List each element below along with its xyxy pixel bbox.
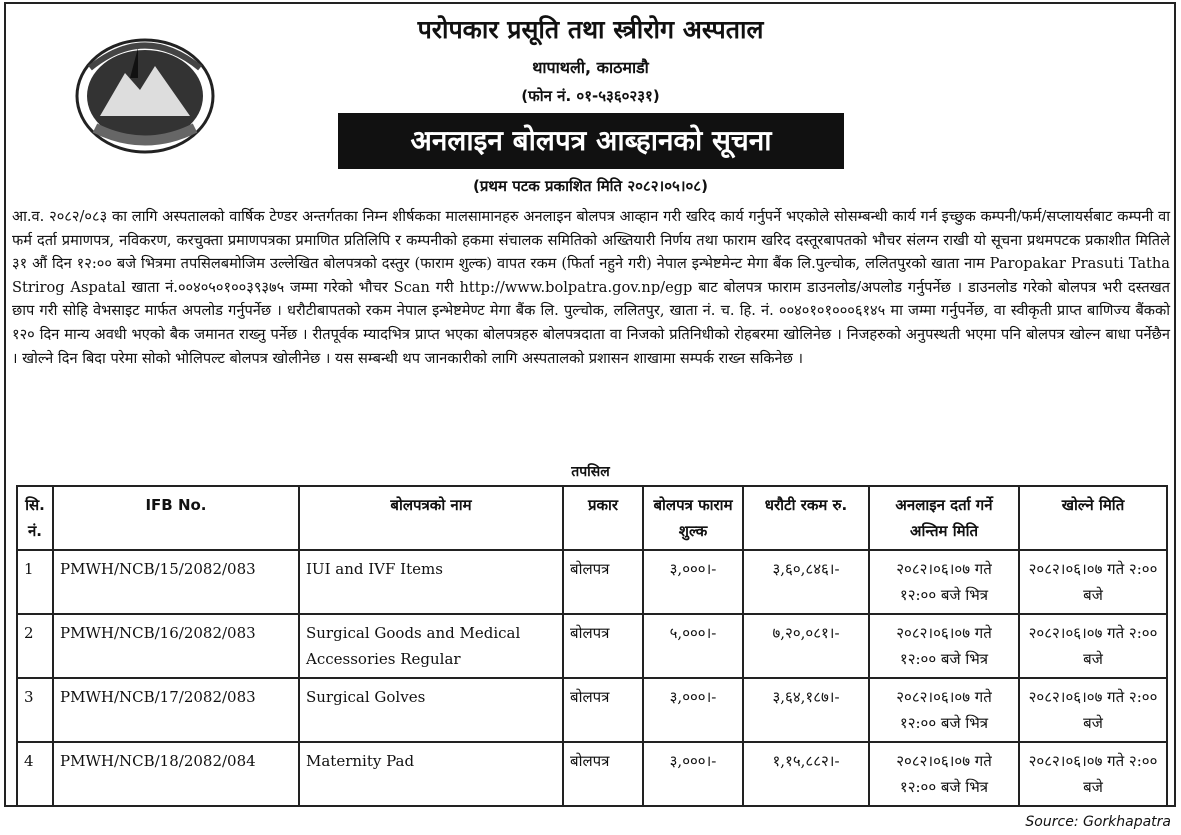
cell-fee: ३,०००।-: [643, 742, 743, 806]
notice-title: अनलाइन बोलपत्र आब्हानको सूचना: [338, 113, 844, 169]
cell-sn: 2: [17, 614, 53, 678]
cell-opening: २०८२।०६।०७ गते २:०० बजे: [1019, 742, 1167, 806]
col-ifb: IFB No.: [53, 486, 299, 550]
cell-type: बोलपत्र: [563, 550, 643, 614]
source-credit: Source: Gorkhapatra: [1025, 814, 1171, 830]
cell-opening: २०८२।०६।०७ गते २:०० बजे: [1019, 614, 1167, 678]
cell-deposit: १,१५,८८२।-: [743, 742, 869, 806]
notice-body: आ.व. २०८२/०८३ का लागि अस्पतालको वार्षिक टेण्डर अन्तर्गतका निम्न शीर्षकका मालसामानहरु अनलाइन बोलपत्र आव्हान गरी खरिद कार्य गर्नुपर्ने भएकोले सोसम्बन्धी कार्य गर्न इच्छुक कम्पनी/फर्म/सप्लायर्सबाट कम्पनी वा फर्म दर्ता प्रमाणपत्र, नविकरण, करचुक्ता प्रमाणपत्रका प्रमाणित प्रतिलिपि र कम्पनीको हकमा संचालक समितिको अख्तियारी निर्णय तथा फाराम खरिद दस्तूरबापतको भौचर संलग्न राखी यो सूचना प्रथमपटक प्रकाशीत मितिले ३१ औं दिन १२:०० बजे भित्रमा तपसिलबमोजिम उल्लेखित बोलपत्रको दस्तुर (फाराम शुल्क) वापत रकम (फिर्ता नहुने गरी) नेपाल इन्भेष्टमेन्ट मेगा बैंक लि.पुल्चोक, ललितपुरको खाता नाम Paropakar Prasuti Tatha Strirog Aspatal खाता नं.००४०५०१००३९३७५ जम्मा गरेको भौचर Scan गरी http://www.bolpatra.gov.np/egp बाट बोलपत्र फाराम डाउनलोड/अपलोड गर्नुपर्नेछ । डाउनलोड गरेको बोलपत्र भरी दस्तखत छाप गरी सोहि वेभसाइट मार्फत अपलोड गर्नुपर्नेछ । धरौटीबापतको रकम नेपाल इन्भेष्टमेण्ट मेगा बैंक लि. पुल्चोक, ललितपुर, खाता नं. च. हि. नं. ००४०१०१०००६१४५ मा जम्मा गर्नुपर्नेछ, वा स्वीकृती प्राप्त बाणिज्य बैंकको १२० दिन मान्य अवधी भएको बैक जमानत राख्नु पर्नेछ । रीतपूर्वक म्यादभित्र प्राप्त भएका बोलपत्रहरु बोलपत्रदाता वा निजको प्रतिनिधीको रोहबरमा खोलिनेछ । निजहरुको अनुपस्थती भएमा पनि बोलपत्र खोल्न बाधा पर्नेछैन । खोल्ने दिन बिदा परेमा सोको भोलिपल्ट बोलपत्र खोलीनेछ । यस सम्बन्धी थप जानकारीको लागि अस्पतालको प्रशासन शाखामा सम्पर्क राख्न सकिनेछ ।: [12, 208, 1170, 367]
cell-type: बोलपत्र: [563, 614, 643, 678]
table-row: [17, 550, 1167, 614]
cell-ifb: PMWH/NCB/18/2082/084: [53, 742, 299, 806]
col-fee: बोलपत्र फाराम शुल्क: [643, 486, 743, 550]
col-deadline: अनलाइन दर्ता गर्ने अन्तिम मिति: [869, 486, 1019, 550]
cell-deposit: ७,२०,०८१।-: [743, 614, 869, 678]
cell-deadline: २०८२।०६।०७ गते १२:०० बजे भित्र: [869, 550, 1019, 614]
col-deposit: धरौटी रकम रु.: [743, 486, 869, 550]
table-row: [17, 742, 1167, 806]
cell-name: Surgical Golves: [299, 678, 563, 742]
first-published-date: (प्रथम पटक प्रकाशित मिति २०८२।०५।०८): [473, 177, 708, 195]
cell-deadline: २०८२।०६।०७ गते १२:०० बजे भित्र: [869, 678, 1019, 742]
cell-fee: ३,०००।-: [643, 678, 743, 742]
cell-ifb: PMWH/NCB/16/2082/083: [53, 614, 299, 678]
hospital-phone: (फोन नं. ०१-५३६०२३१): [521, 87, 660, 105]
cell-name: Maternity Pad: [299, 742, 563, 806]
cell-opening: २०८२।०६।०७ गते २:०० बजे: [1019, 678, 1167, 742]
hospital-address: थापाथली, काठमाडौ: [532, 58, 649, 77]
cell-sn: 1: [17, 550, 53, 614]
hospital-name: परोपकार प्रसूति तथा स्त्रीरोग अस्पताल: [417, 15, 764, 44]
cell-name: IUI and IVF Items: [299, 550, 563, 614]
tender-table: [16, 485, 1168, 807]
cell-deposit: ३,६०,८४६।-: [743, 550, 869, 614]
table-header-row: [17, 486, 1167, 550]
table-heading: तपसिल: [571, 464, 610, 480]
cell-ifb: PMWH/NCB/17/2082/083: [53, 678, 299, 742]
col-sn: सि. नं.: [17, 486, 53, 550]
table-row: [17, 614, 1167, 678]
cell-deadline: २०८२।०६।०७ गते १२:०० बजे भित्र: [869, 614, 1019, 678]
table-row: [17, 678, 1167, 742]
cell-fee: ५,०००।-: [643, 614, 743, 678]
cell-ifb: PMWH/NCB/15/2082/083: [53, 550, 299, 614]
col-name: बोलपत्रको नाम: [299, 486, 563, 550]
cell-deposit: ३,६४,१८७।-: [743, 678, 869, 742]
cell-sn: 3: [17, 678, 53, 742]
cell-deadline: २०८२।०६।०७ गते १२:०० बजे भित्र: [869, 742, 1019, 806]
cell-name: Surgical Goods and Medical Accessories Regular: [299, 614, 563, 678]
cell-fee: ३,०००।-: [643, 550, 743, 614]
cell-type: बोलपत्र: [563, 678, 643, 742]
col-type: प्रकार: [563, 486, 643, 550]
cell-sn: 4: [17, 742, 53, 806]
cell-type: बोलपत्र: [563, 742, 643, 806]
col-opening: खोल्ने मिति: [1019, 486, 1167, 550]
cell-opening: २०८२।०६।०७ गते २:०० बजे: [1019, 550, 1167, 614]
